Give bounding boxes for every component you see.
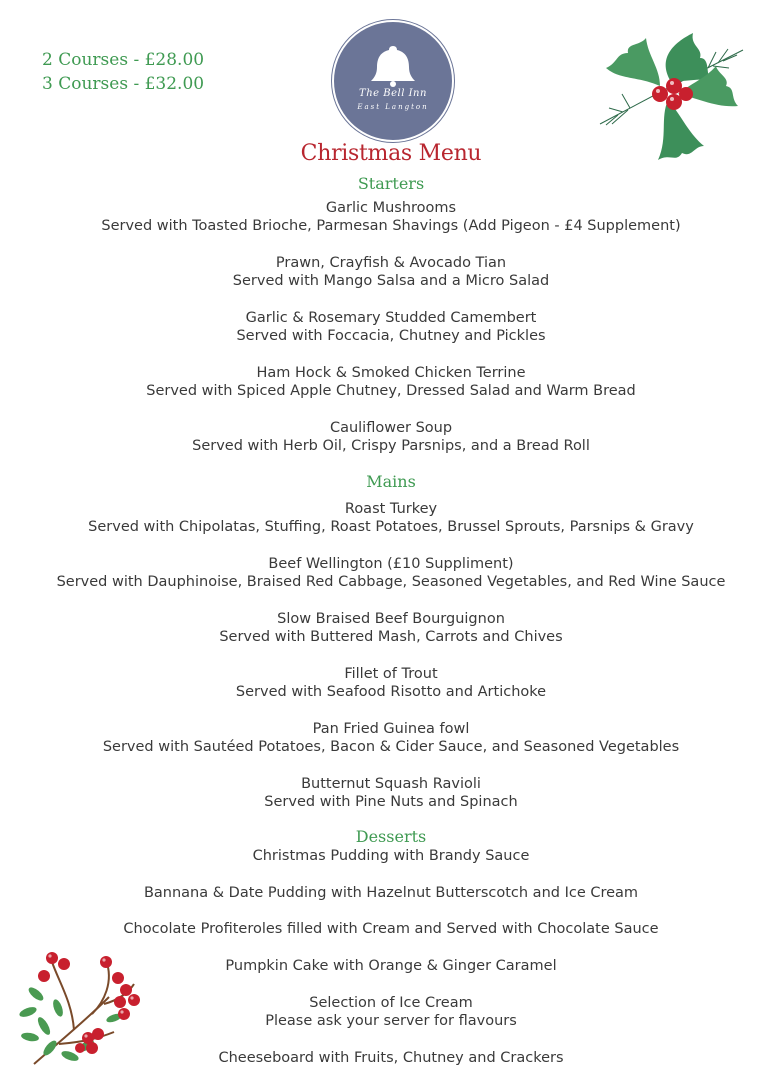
dessert-name: Selection of Ice Cream	[309, 995, 473, 1011]
dessert-name: Pumpkin Cake with Orange & Ginger Caramel	[225, 958, 557, 974]
main-name: Pan Fried Guinea fowl	[312, 721, 470, 737]
main-desc: Served with Sautéed Potatoes, Bacon & Cider Sauce, and Seasoned Vegetables	[102, 739, 680, 755]
main-name: Roast Turkey	[344, 501, 438, 517]
main-name: Fillet of Trout	[344, 666, 438, 682]
price-list	[42, 48, 204, 96]
price-three-courses: 3 Courses - £32.00	[42, 74, 205, 94]
dessert-desc: Please ask your server for flavours	[265, 1013, 517, 1029]
logo-name: The Bell Inn	[359, 88, 427, 99]
starter-desc: Served with Foccacia, Chutney and Pickles	[236, 328, 546, 344]
dessert-name: Bannana & Date Pudding with Hazelnut Butterscotch and Ice Cream	[143, 885, 639, 901]
price-two-courses: 2 Courses - £28.00	[42, 50, 205, 70]
starter-desc: Served with Spiced Apple Chutney, Dressed Salad and Warm Bread	[146, 383, 636, 399]
section-heading-mains: Mains	[366, 472, 416, 491]
logo-location: East Langton	[357, 103, 429, 111]
main-name: Beef Wellington (£10 Suppliment)	[268, 556, 514, 572]
dessert-name: Cheeseboard with Fruits, Chutney and Crackers	[218, 1050, 564, 1066]
starter-name: Ham Hock & Smoked Chicken Terrine	[256, 365, 526, 381]
menu-title: Christmas Menu	[300, 141, 482, 166]
logo	[332, 20, 454, 142]
main-desc: Served with Chipolatas, Stuffing, Roast Potatoes, Brussel Sprouts, Parsnips & Gravy	[88, 519, 694, 535]
main-name: Slow Braised Beef Bourguignon	[277, 611, 505, 627]
starter-desc: Served with Mango Salsa and a Micro Salad	[232, 273, 550, 289]
main-name: Butternut Squash Ravioli	[301, 776, 481, 792]
dessert-name: Christmas Pudding with Brandy Sauce	[252, 848, 530, 864]
starter-name: Prawn, Crayfish & Avocado Tian	[275, 255, 507, 271]
starter-desc: Served with Herb Oil, Crispy Parsnips, and a Bread Roll	[192, 438, 590, 454]
starter-name: Garlic & Rosemary Studded Camembert	[245, 310, 537, 326]
starter-name: Cauliflower Soup	[329, 420, 453, 436]
section-heading-desserts: Desserts	[355, 827, 427, 846]
dessert-name: Chocolate Profiteroles filled with Cream and Served with Chocolate Sauce	[123, 921, 659, 937]
main-desc: Served with Dauphinoise, Braised Red Cabbage, Seasoned Vegetables, and Red Wine Sauce	[56, 574, 726, 590]
main-desc: Served with Pine Nuts and Spinach	[264, 794, 518, 810]
section-heading-starters: Starters	[357, 174, 425, 193]
main-desc: Served with Buttered Mash, Carrots and Chives	[219, 629, 563, 645]
main-desc: Served with Seafood Risotto and Artichoke	[235, 684, 547, 700]
bell-icon	[334, 22, 452, 140]
starter-name: Garlic Mushrooms	[325, 200, 457, 216]
starter-desc: Served with Toasted Brioche, Parmesan Shavings (Add Pigeon - £4 Supplement)	[101, 218, 681, 234]
